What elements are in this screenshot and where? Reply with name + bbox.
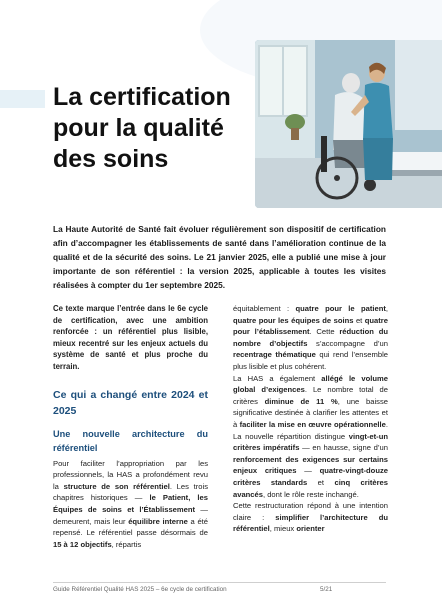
hospital-care-photo [255, 40, 442, 208]
left-column [53, 303, 208, 550]
lead-paragraph: Ce texte marque l’entrée dans le 6e cycle de certification, avec une ambition renforcée : un référentiel plus lisible, mieux recentré sur les enjeux actuels du système de santé et plus proche du terrain. [53, 304, 208, 371]
page-number: 5/21 [320, 586, 333, 593]
body-paragraph: La HAS a également allégé le volume global d’exigences. Le nombre total de critères diminue de 11 %, une baisse significative destinée à clarifier les attentes et à faciliter la mise en œuvre opérationnelle. La nouvelle répartition distingue vingt-et-un critères impératifs — en hausse, signe d’un renforcement des exigences sur certains enjeux critiques — quatre-vingt-douze critères standards et cinq critères avancés, dont le rôle reste inchangé. [233, 373, 388, 499]
body-paragraph: Cette restructuration répond à une intention claire : simplifier l’architecture du référentiel, mieux orienter [233, 501, 388, 534]
subsection-heading: Une nouvelle architecture du référentiel [53, 428, 208, 453]
body-paragraph: équitablement : quatre pour le patient, quatre pour les équipes de soins et quatre pour l’établissement. Cette réduction du nombre d’objectifs s’accompagne d’un recentrage thématique qui rend l’ensemble plus lisible et plus cohérent. [233, 304, 388, 371]
footer-text: Guide Référentiel Qualité HAS 2025 – 6e cycle de certification [53, 586, 227, 593]
right-column [233, 303, 388, 535]
footer-divider [53, 582, 386, 583]
title-accent-bar [0, 90, 45, 108]
page-title: La certification pour la qualité des soins [53, 83, 231, 173]
intro-paragraph: La Haute Autorité de Santé fait évoluer régulièrement son dispositif de certification afin d’accompagner les établissements de santé dans l’amélioration continue de la qualité et de la sécurité des soins. Le 21 janvier 2025, elle a publié une mise à jour importante de son référentiel : la version 2025, applicable à toutes les visites réalisées à compter du 1er septembre 2025. [53, 224, 386, 290]
section-heading: Ce qui a changé entre 2024 et 2025 [53, 388, 208, 417]
body-paragraph: Pour faciliter l’appropriation par les professionnels, la HAS a profondément revu la structure de son référentiel. Les trois chapitres historiques — le Patient, les Équipes de soins et l’Établissement — demeurent, mais leur équilibre interne a été repensé. Le référentiel passe désormais de 15 à 12 objectifs, répartis [53, 458, 208, 549]
